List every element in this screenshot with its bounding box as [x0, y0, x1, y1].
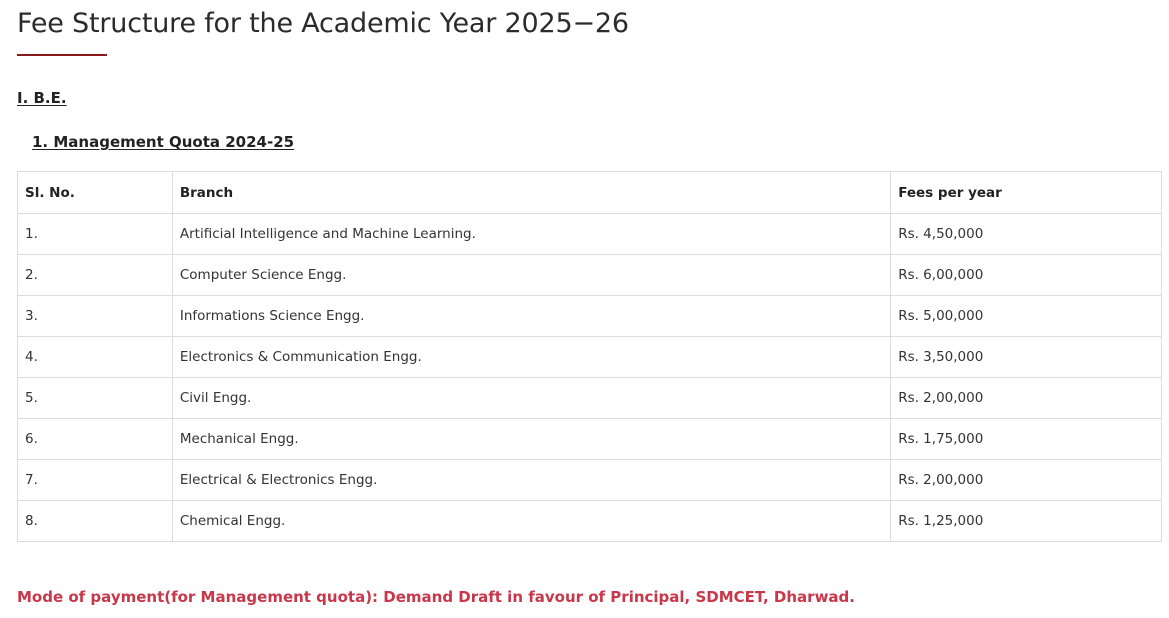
- cell-branch: Computer Science Engg.: [172, 255, 890, 296]
- cell-branch: Chemical Engg.: [172, 501, 890, 542]
- payment-note: Mode of payment(for Management quota): Demand Draft in favour of Principal, SDMCET, Dharwad.: [17, 588, 855, 606]
- table-row: [18, 501, 1162, 542]
- header-fees: Fees per year: [891, 172, 1162, 214]
- cell-sl-no: 7.: [18, 460, 173, 501]
- cell-fee: Rs. 2,00,000: [891, 378, 1162, 419]
- cell-fee: Rs. 2,00,000: [891, 460, 1162, 501]
- table-row: [18, 419, 1162, 460]
- cell-branch: Electrical & Electronics Engg.: [172, 460, 890, 501]
- title-underline: [17, 54, 107, 56]
- table-row: [18, 296, 1162, 337]
- cell-sl-no: 4.: [18, 337, 173, 378]
- cell-fee: Rs. 1,25,000: [891, 501, 1162, 542]
- fee-table: [17, 171, 1162, 542]
- table-row: [18, 460, 1162, 501]
- header-sl-no: Sl. No.: [18, 172, 173, 214]
- table-row: [18, 214, 1162, 255]
- table-row: [18, 255, 1162, 296]
- cell-fee: Rs. 5,00,000: [891, 296, 1162, 337]
- table-row: [18, 337, 1162, 378]
- sub-heading: 1. Management Quota 2024-25: [32, 133, 295, 151]
- cell-branch: Civil Engg.: [172, 378, 890, 419]
- header-branch: Branch: [172, 172, 890, 214]
- cell-sl-no: 3.: [18, 296, 173, 337]
- cell-fee: Rs. 3,50,000: [891, 337, 1162, 378]
- cell-fee: Rs. 6,00,000: [891, 255, 1162, 296]
- cell-fee: Rs. 1,75,000: [891, 419, 1162, 460]
- cell-branch: Electronics & Communication Engg.: [172, 337, 890, 378]
- cell-branch: Artificial Intelligence and Machine Learning.: [172, 214, 890, 255]
- cell-sl-no: 5.: [18, 378, 173, 419]
- cell-sl-no: 6.: [18, 419, 173, 460]
- cell-sl-no: 1.: [18, 214, 173, 255]
- cell-sl-no: 2.: [18, 255, 173, 296]
- table-header-row: [18, 172, 1162, 214]
- page-title: Fee Structure for the Academic Year 2025−26: [17, 8, 629, 39]
- table-row: [18, 378, 1162, 419]
- cell-branch: Informations Science Engg.: [172, 296, 890, 337]
- cell-sl-no: 8.: [18, 501, 173, 542]
- section-heading: I. B.E.: [17, 89, 67, 107]
- cell-branch: Mechanical Engg.: [172, 419, 890, 460]
- cell-fee: Rs. 4,50,000: [891, 214, 1162, 255]
